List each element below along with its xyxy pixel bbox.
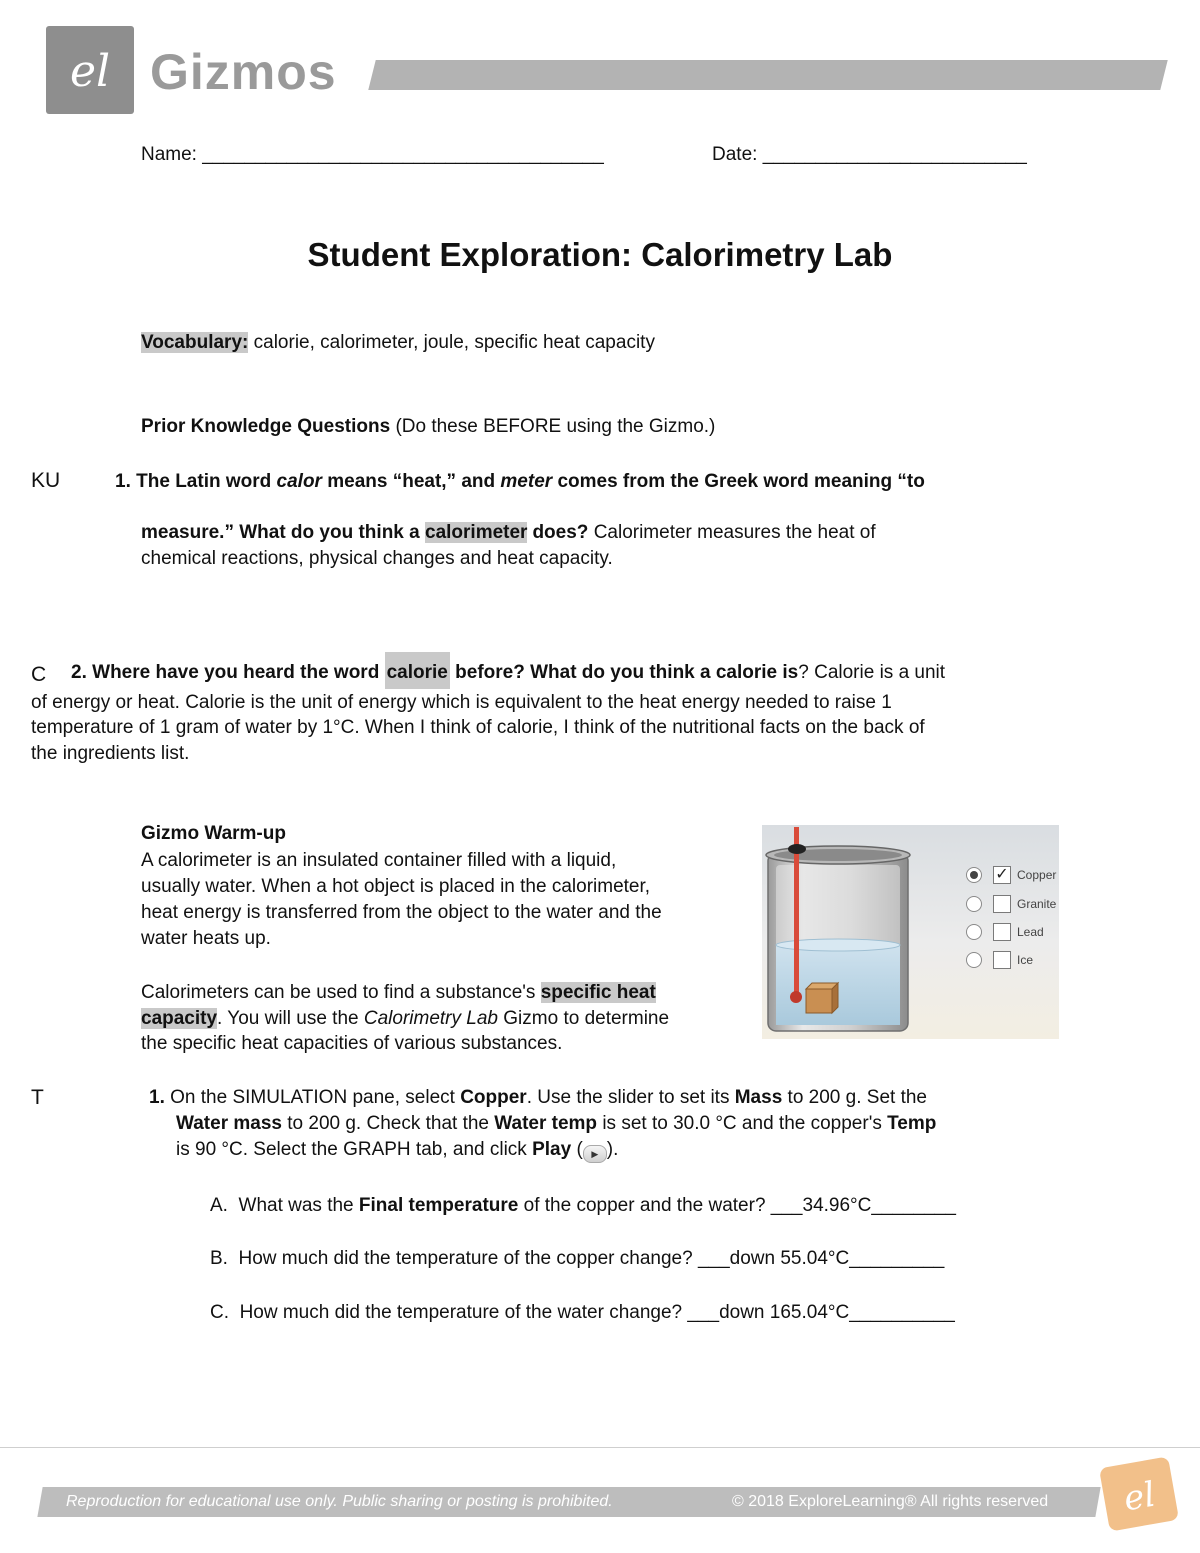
- option-label: Lead: [1017, 925, 1044, 939]
- warmup-heading-text: Gizmo Warm-up: [141, 823, 286, 844]
- q1-number: 1.: [115, 471, 131, 492]
- q1-text-3: comes from the Greek word meaning “to: [557, 471, 925, 492]
- q2-text-2: before? What do you think a calorie is: [455, 662, 799, 683]
- q2-number: 2.: [71, 662, 87, 683]
- option-label: Granite: [1017, 897, 1057, 911]
- date-label: Date:: [712, 144, 758, 165]
- thermometer-cap: [788, 844, 806, 854]
- radio-icon[interactable]: [966, 896, 982, 912]
- warmup-line1: A calorimeter is an insulated container filled with a liquid,: [141, 850, 617, 871]
- q1-calorimeter: calorimeter: [425, 522, 528, 543]
- logo-glyph: el: [69, 46, 111, 97]
- explorelearning-logo-icon: [46, 26, 134, 114]
- question-c: [210, 1300, 955, 1326]
- question-a-bold: Final temperature: [358, 1195, 519, 1216]
- option-lead[interactable]: [966, 922, 1066, 944]
- footer-copyright: © 2018 ExploreLearning® All rights reserved: [732, 1493, 1049, 1510]
- activity-text-2: . Use the slider to set its: [526, 1087, 730, 1108]
- play-button-icon[interactable]: ▶: [583, 1145, 607, 1163]
- q2-calorie: calorie: [385, 652, 450, 689]
- option-label: Ice: [1017, 953, 1034, 967]
- explorelearning-logo-icon: [1099, 1456, 1179, 1531]
- q2-margin-tag: C: [31, 663, 47, 686]
- q2-answer-line1: Calorie is a unit: [814, 662, 946, 683]
- vocabulary-label: Vocabulary:: [141, 332, 249, 353]
- q1-text-2: means “heat,” and: [327, 471, 496, 492]
- radio-icon[interactable]: [966, 867, 982, 883]
- question-b: [210, 1246, 944, 1272]
- checkbox-icon[interactable]: [993, 951, 1011, 969]
- footer-disclaimer: Reproduction for educational use only. Public sharing or posting is prohibited.: [66, 1493, 613, 1510]
- question-c-text: How much did the temperature of the water change?: [239, 1302, 683, 1323]
- prior-knowledge-note: (Do these BEFORE using the Gizmo.): [395, 416, 716, 437]
- checkbox-icon[interactable]: ✓: [993, 866, 1011, 884]
- copper-cube-side: [832, 983, 838, 1013]
- warmup-heading: [141, 821, 286, 847]
- q2-answer-line3: temperature of 1 gram of water by 1°C. When I think of calorie, I think of the nutritional facts on the back of: [31, 717, 925, 738]
- page-title: Student Exploration: Calorimetry Lab: [307, 236, 893, 273]
- activity-line3: [176, 1137, 618, 1163]
- warmup-line3: heat energy is transferred from the object to the water and the: [141, 902, 662, 923]
- q1-answer-line1: Calorimeter measures the heat of: [593, 522, 876, 543]
- q1-text-5: does?: [532, 522, 589, 543]
- q1-meter: meter: [500, 471, 553, 492]
- question-a-text-1: What was the: [238, 1195, 354, 1216]
- question-b-letter: B.: [210, 1248, 228, 1269]
- question-a-text-2: of the copper and the water?: [523, 1195, 766, 1216]
- q1-text-4: measure.” What do you think a: [141, 522, 420, 543]
- checkbox-icon[interactable]: [993, 923, 1011, 941]
- checkbox-icon[interactable]: [993, 895, 1011, 913]
- activity-line1: [149, 1085, 927, 1111]
- question-a-letter: A.: [210, 1195, 228, 1216]
- question-b-text: How much did the temperature of the copper change?: [238, 1248, 693, 1269]
- warmup-line5: [141, 980, 656, 1006]
- option-ice[interactable]: [966, 950, 1066, 972]
- date-blank: _________________________: [762, 144, 1027, 165]
- warmup-line5-text: Calorimeters can be used to find a substance's: [141, 982, 536, 1003]
- activity-mass: Mass: [734, 1087, 783, 1108]
- prior-knowledge-heading: [141, 414, 715, 440]
- activity-play-open: (: [576, 1139, 583, 1160]
- activity-text-1: On the SIMULATION pane, select: [170, 1087, 455, 1108]
- activity-text-4: to 200 g. Check that the: [287, 1113, 489, 1134]
- activity-copper: Copper: [460, 1087, 527, 1108]
- activity-text-3: to 200 g. Set the: [787, 1087, 927, 1108]
- question-a-answer: ___34.96°C________: [770, 1195, 956, 1216]
- q2-line1: [71, 660, 945, 686]
- q1-line1: [115, 469, 925, 495]
- vocabulary-terms: calorie, calorimeter, joule, specific heat capacity: [253, 332, 655, 353]
- prior-knowledge-title: Prior Knowledge Questions: [141, 416, 391, 437]
- activity-temp: Temp: [887, 1113, 937, 1134]
- q2-qmark: ?: [798, 662, 809, 683]
- name-field: [141, 142, 604, 168]
- name-blank: ______________________________________: [202, 144, 604, 165]
- activity-line2: [176, 1111, 936, 1137]
- activity-number: 1.: [149, 1087, 165, 1108]
- thermometer-bulb: [790, 991, 802, 1003]
- date-field: [712, 142, 1027, 168]
- footer-divider: [0, 1447, 1200, 1448]
- question-a: [210, 1193, 956, 1219]
- option-label: Copper: [1017, 868, 1057, 882]
- copper-cube: [806, 989, 832, 1013]
- warmup-line6-text2: Gizmo to determine: [503, 1008, 670, 1029]
- q1-margin-tag: KU: [31, 469, 61, 492]
- brand-wordmark: Gizmos: [150, 44, 337, 100]
- warmup-capacity: capacity: [141, 1008, 218, 1029]
- header-bar: [368, 60, 1167, 90]
- question-c-letter: C.: [210, 1302, 229, 1323]
- q1-answer-line2: chemical reactions, physical changes and heat capacity.: [141, 548, 613, 569]
- warmup-line6: [141, 1006, 669, 1032]
- warmup-lab-name: Calorimetry Lab: [363, 1008, 498, 1029]
- activity-water-mass: Water mass: [176, 1113, 282, 1134]
- q2-text-1: Where have you heard the word: [92, 662, 380, 683]
- radio-icon[interactable]: [966, 952, 982, 968]
- activity-play: Play: [532, 1139, 572, 1160]
- activity-play-close: ).: [606, 1139, 619, 1160]
- q2-answer-line2: of energy or heat. Calorie is the unit of energy which is equivalent to the heat energy needed to raise 1: [31, 692, 892, 713]
- warmup-line4: water heats up.: [141, 928, 271, 949]
- option-copper[interactable]: [966, 865, 1066, 887]
- question-b-answer: ___down 55.04°C_________: [697, 1248, 945, 1269]
- activity-text-6: is 90 °C. Select the GRAPH tab, and click: [176, 1139, 527, 1160]
- activity-text-5: is set to 30.0 °C and the copper's: [602, 1113, 882, 1134]
- warmup-specific-heat: specific heat: [540, 982, 656, 1003]
- name-label: Name:: [141, 144, 197, 165]
- footer-logo-glyph: el: [1120, 1474, 1159, 1520]
- option-granite[interactable]: [966, 894, 1066, 916]
- activity-water-temp: Water temp: [494, 1113, 598, 1134]
- q1-text-1: The Latin word: [136, 471, 272, 492]
- q2-answer-line4: the ingredients list.: [31, 743, 190, 764]
- warmup-line7: the specific heat capacities of various substances.: [141, 1033, 563, 1054]
- warmup-line6-text: . You will use the: [217, 1008, 359, 1029]
- q1-calor: calor: [276, 471, 322, 492]
- warmup-line2: usually water. When a hot object is placed in the calorimeter,: [141, 876, 651, 897]
- question-c-answer: ___down 165.04°C__________: [687, 1302, 955, 1323]
- activity-margin-tag: T: [31, 1086, 44, 1109]
- vocabulary: [141, 330, 655, 356]
- q1-line2: [141, 520, 876, 546]
- radio-icon[interactable]: [966, 924, 982, 940]
